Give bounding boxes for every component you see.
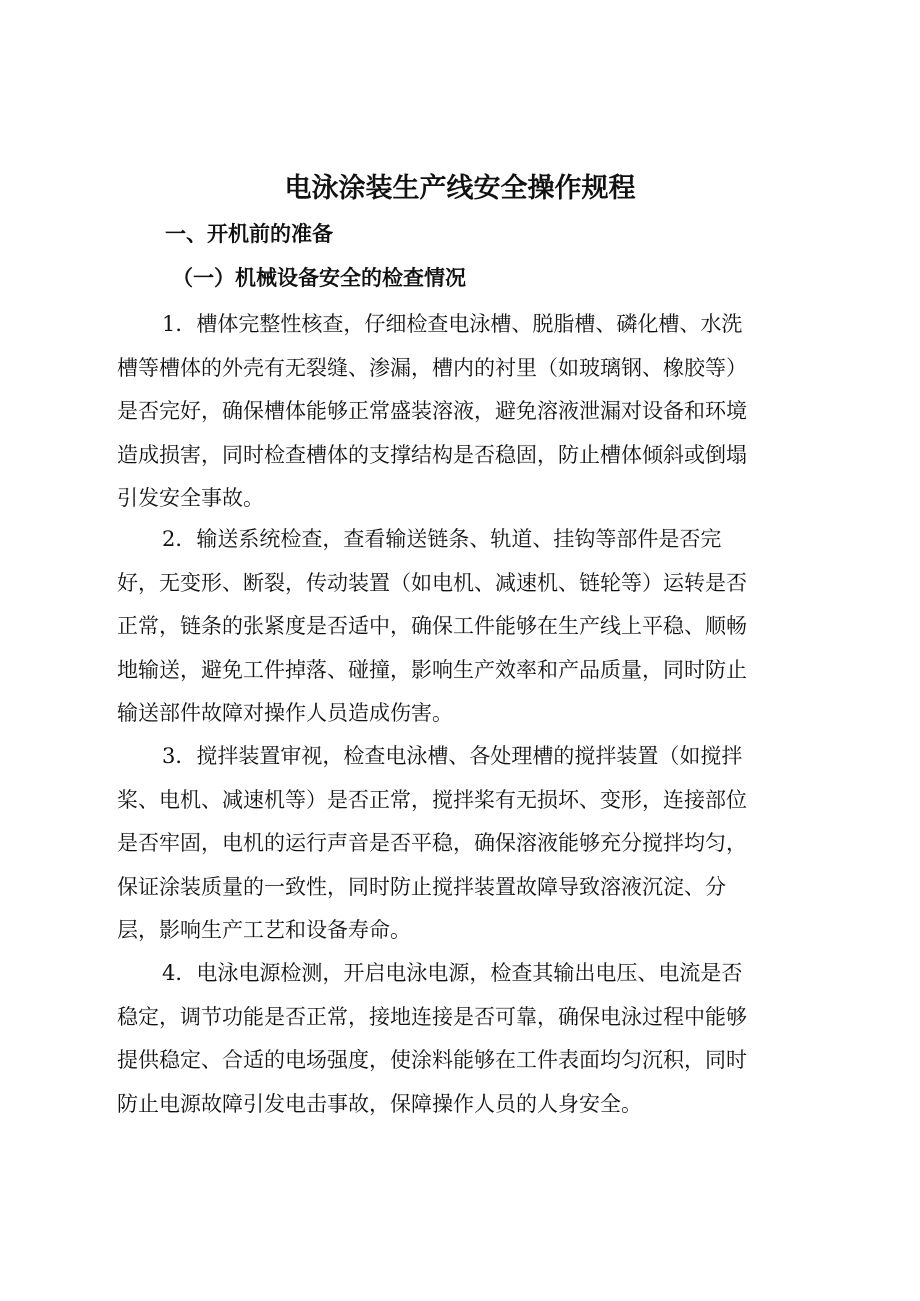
subsection-heading: （一）机械设备安全的检查情况 [172, 266, 466, 290]
section-heading: 一、开机前的准备 [165, 222, 333, 246]
paragraph-line: 3．搅拌装置审视，检查电泳槽、各处理槽的搅拌装置（如搅拌 [162, 744, 743, 768]
paragraph-line: 好，无变形、断裂，传动装置（如电机、减速机、链轮等）运转是否 [117, 570, 747, 595]
paragraph-line: 提供稳定、合适的电场强度，使涂料能够在工件表面均匀沉积，同时 [117, 1048, 747, 1072]
paragraph-line: 2．输送系统检查，查看输送链条、轨道、挂钩等部件是否完 [162, 527, 722, 551]
paragraph-line: 正常，链条的张紧度是否适中，确保工件能够在生产线上平稳、顺畅 [117, 614, 747, 638]
paragraph-4 [117, 952, 812, 1126]
paragraph-line: 1．槽体完整性核查，仔细检查电泳槽、脱脂槽、磷化槽、水洗 [162, 312, 743, 336]
paragraph-line: 层，影响生产工艺和设备寿命。 [117, 918, 411, 942]
paragraph-line: 槽等槽体的外壳有无裂缝、渗漏，槽内的衬里（如玻璃钢、橡胶等） [117, 355, 747, 380]
paragraph-line: 桨、电机、减速机等）是否正常，搅拌桨有无损坏、变形，连接部位 [117, 787, 747, 812]
paragraph-line: 引发安全事故。 [117, 486, 264, 510]
paragraph-line: 是否牢固，电机的运行声音是否平稳，确保溶液能够充分搅拌均匀， [117, 831, 747, 855]
paragraph-line: 稳定，调节功能是否正常，接地连接是否可靠，确保电泳过程中能够 [117, 1004, 747, 1029]
document-title: 电泳涂装生产线安全操作规程 [284, 173, 636, 204]
paragraph-line: 是否完好，确保槽体能够正常盛装溶液，避免溶液泄漏对设备和环境 [117, 399, 747, 423]
paragraph-2 [117, 518, 812, 736]
paragraph-3 [117, 735, 812, 953]
paragraph-line: 造成损害，同时检查槽体的支撑结构是否稳固，防止槽体倾斜或倒塌 [117, 442, 747, 467]
paragraph-line: 保证涂装质量的一致性，同时防止搅拌装置故障导致溶液沉淀、分 [117, 874, 726, 899]
paragraph-line: 4．电泳电源检测，开启电泳电源，检查其输出电压、电流是否 [162, 961, 743, 985]
paragraph-line: 地输送，避免工件掉落、碰撞，影响生产效率和产品质量，同时防止 [117, 657, 747, 682]
paragraph-line: 输送部件故障对操作人员造成伤害。 [117, 701, 453, 725]
paragraph-1 [117, 303, 812, 521]
paragraph-line: 防止电源故障引发电击事故，保障操作人员的人身安全。 [117, 1091, 642, 1116]
